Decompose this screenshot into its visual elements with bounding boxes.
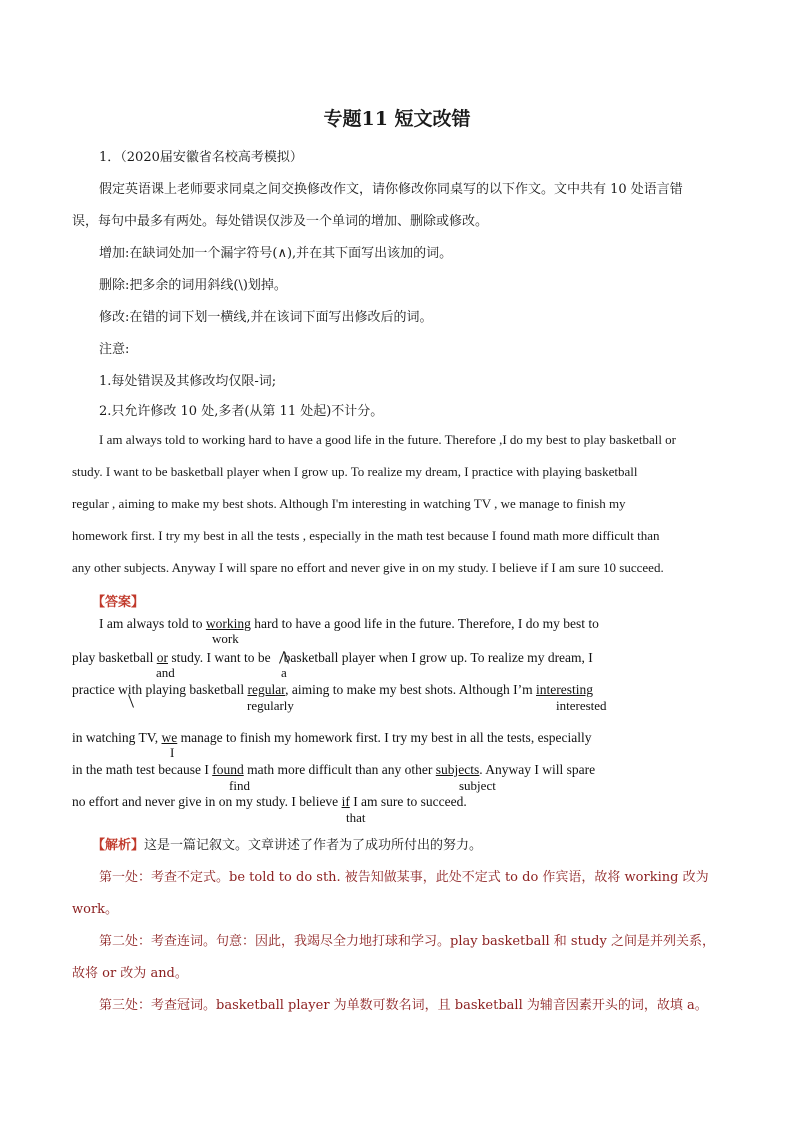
note-1: 1.每处错误及其修改均仅限-词; (99, 374, 277, 389)
analysis-point-1: 第一处：考查不定式。be told to do sth. 被告知做某事，此处不定式 to do 作宾语，故将 working 改为 (99, 870, 709, 885)
error-word: we (161, 730, 178, 745)
correction-word: work (212, 631, 239, 646)
answer-line-2: play basketball or study. I want to be basketball player when I grow up. To realize my dream, I (72, 650, 593, 665)
analysis-point-1-cont: work。 (72, 902, 119, 917)
question-number-source: 1．（2020届安徽省名校高考模拟） (99, 150, 303, 165)
delete-slash-icon (128, 694, 134, 708)
analysis-summary: 【解析】这是一篇记叙文。文章讲述了作者为了成功所付出的努力。 (92, 838, 483, 853)
analysis-point-2: 第二处：考查连词。句意：因此，我竭尽全力地打球和学习。play basketball 和 study 之间是并列关系， (99, 934, 715, 949)
passage-line: homework first. I try my best in all the tests , especially in the math test because I found math more difficult than (72, 528, 660, 543)
instruction-line-1: 假定英语课上老师要求同桌之间交换修改作文，请你修改你同桌写的以下作文。文中共有 10 处语言错 (99, 182, 683, 197)
analysis-point-2-cont: 故将 or 改为 and。 (72, 966, 188, 981)
correction-word: subject (459, 778, 496, 793)
modify-rule: 修改:在错的词下划一横线,并在该词下面写出修改后的词。 (99, 310, 433, 325)
answer-label: 【答案】 (92, 595, 145, 610)
answer-line-4: in watching TV, we manage to finish my homework first. I try my best in all the tests, especially (72, 730, 592, 745)
answer-line-6: no effort and never give in on my study. I believe if I am sure to succeed. (72, 794, 467, 809)
instruction-line-2: 误，每句中最多有两处。每处错误仅涉及一个单词的增加、删除或修改。 (72, 214, 489, 229)
correction-word: that (346, 810, 366, 825)
passage-line: I am always told to working hard to have a good life in the future. Therefore ,I do my best to play basketball or (99, 432, 677, 447)
analysis-label: 【解析】 (92, 838, 145, 853)
correction-word: find (229, 778, 250, 793)
error-word: subjects (435, 762, 480, 777)
answer-line-3: practice with playing basketball regular, aiming to make my best shots. Although I’m interesting (72, 682, 593, 697)
error-word: if (341, 794, 350, 809)
error-word: or (156, 650, 168, 665)
add-rule: 增加:在缺词处加一个漏字符号(∧),并在其下面写出该加的词。 (99, 246, 453, 261)
error-word: interesting (536, 682, 593, 697)
error-word: regular (247, 682, 286, 697)
note-2: 2.只允许修改 10 处,多者(从第 11 处起)不计分。 (99, 404, 384, 419)
passage-line: regular , aiming to make my best shots. Although I'm interesting in watching TV , we manage to finish my (72, 496, 626, 511)
correction-word: and (156, 665, 175, 680)
note-label: 注意: (99, 342, 130, 357)
correction-word: interested (556, 698, 607, 713)
correction-word: regularly (247, 698, 294, 713)
correction-word: I (170, 745, 175, 760)
passage-line: study. I want to be basketball player when I grow up. To realize my dream, I practice with playing basketball (72, 464, 638, 479)
passage-line: any other subjects. Anyway I will spare no effort and never give in on my study. I believe if I am sure 10 succeed. (72, 560, 664, 575)
answer-line-1: I am always told to working hard to have a good life in the future. Therefore, I do my best to (99, 616, 599, 631)
delete-rule: 删除:把多余的词用斜线(\)划掉。 (99, 278, 287, 293)
correction-word: a (281, 665, 287, 680)
error-word: found (212, 762, 244, 777)
page-title: 专题11 短文改错 (323, 108, 471, 130)
error-word: working (205, 616, 251, 631)
analysis-point-3: 第三处：考查冠词。basketball player 为单数可数名词，且 basketball 为辅音因素开头的词，故填 a。 (99, 998, 708, 1013)
insert-caret-icon (279, 651, 289, 664)
answer-line-5: in the math test because I found math more difficult than any other subjects. Anyway I will spare (72, 762, 596, 777)
